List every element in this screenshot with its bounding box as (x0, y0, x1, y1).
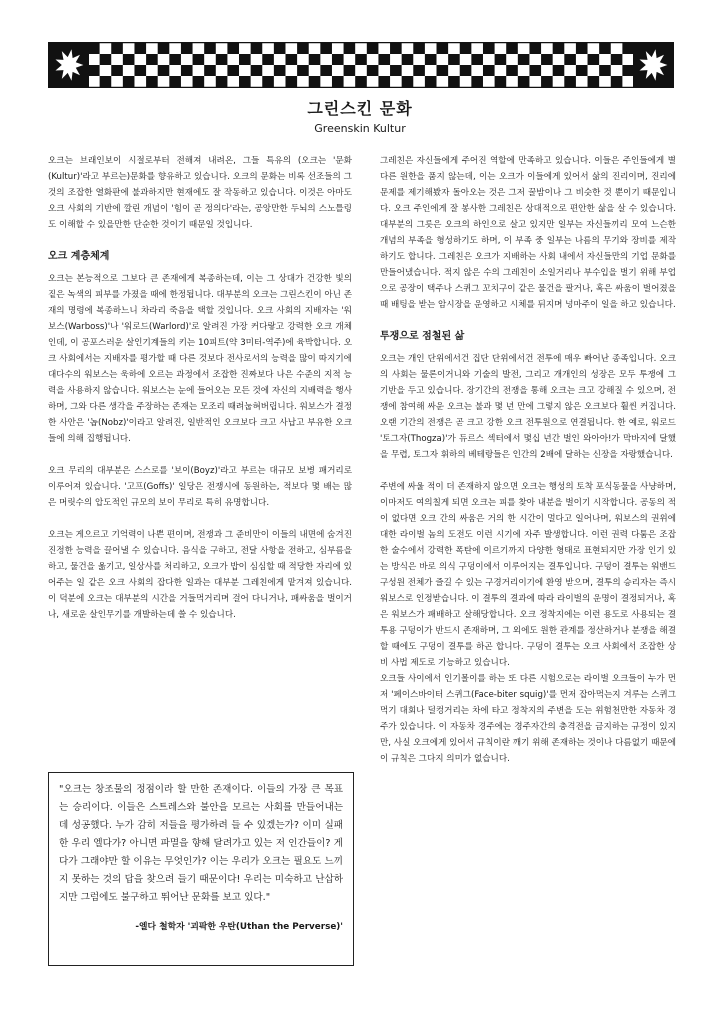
struggle-paragraph-2: 주변에 싸울 적이 더 존재하지 않으면 오크는 행성의 토착 포식동물을 사냥하며, 이마저도 여의칠게 되면 오크는 피를 찾아 내분을 벌이기 시작합니다. 공동의 적이 없다면 오크 간의 싸움은 거의 한 시간이 멀다고 일어나며, 워보스의 권위에 대한 라이벌 놈의 도전도 이런 시기에 자주 발생합니다. 이런 권력 다툼은 조잡한 술수에서 강력한 폭탄에 이르기까지 다양한 형태로 표현되지만 가장 인기 있는 방식은 바로 의식 구덩이에서 이루어지는 결투입니다. 구덩이 결투는 워밴드 구성원 전체가 즐길 수 있는 구경거리이기에 환영 받으며, 결투의 승리자는 즉시 워보스로 인정받습니다. 이 결투의 결과에 따라 라이벌의 운명이 결정되거나, 혹은 워보스가 패배하고 살해당합니다. 오크 정착지에는 이런 용도로 사용되는 결투용 구덩이가 반드시 존재하며, 그 외에도 원한 관계를 정산하거나 분쟁을 해결할 때에도 구덩이 결투를 하곤 합니다. 구덩이 결투는 오크 사회에서 조잡한 상비 사법 제도로 기능하고 있습니다. (380, 482, 676, 668)
page-title: 그린스킨 문화 (307, 99, 413, 118)
gretchin-paragraph: 그레친은 자신들에게 주어진 역할에 만족하고 있습니다. 이들은 주인들에게 별다른 원한을 품지 않는데, 이는 오크가 이들에게 있어서 삶의 진리이며, 진리에 문제를 제기해봤자 돌아오는 것은 그저 꿀밤이나 그 비슷한 것 뿐이기 때문입니다. 오크 주인에게 잘 봉사한 그레친은 상대적으로 편안한 삶을 살 수 있습니다. 대부분의 그릇은 오크의 하인으로 살고 있지만 일부는 자신들끼리 모여 느슨한 개념의 부족을 형성하기도 하며, 이 부족 중 일부는 나름의 무기와 장비를 제작하기도 합니다. 그레친은 오크가 지배하는 사회 내에서 자신들만의 기업 문화를 만들어냈습니다. 적지 않은 수의 그레친이 소일거리나 부수입을 벌기 위해 부업으로 공장이 택주나 스퀴그 꼬치구이 같은 물건을 팔거나, 혹은 싸움이 벌어졌을 때 배팅을 받는 암시장을 운영하고 시체를 뒤지며 넝마주이 일을 하고 있습니다. (380, 156, 676, 310)
page-subtitle: Greenskin Kultur (314, 122, 406, 135)
right-column (380, 153, 676, 767)
intro-paragraph: 오크는 브래인보이 시절로부터 전해져 내려온, 그들 특유의 (오크는 '문화(Kultur)'라고 부르는)문화를 향유하고 있습니다. 오크의 문화는 비록 선조들의 그것의 조잡한 열화판에 불과하지만 현재에도 잘 작동하고 있습니다. 이것은 아마도 오크 사회의 기반에 깔린 개념이 '힘이 곧 정의다'라는, 공앙만한 두뇌의 스노틀링도 이해할 수 있을만한 단순한 것이기 때문일 것입니다. (48, 156, 352, 230)
hierarchy-paragraph-2: 오크 무리의 대부분은 스스로를 '보이(Boyz)'라고 부르는 대규모 보병 패거리로 이루어져 있습니다. '고프(Goffs)' 일당은 전쟁시에 동원하는, 적보다 몇 배는 많은 머릿수의 압도적인 규모의 보이 무리로 특히 유명합니다. (48, 466, 352, 508)
checker-banner-graphic (48, 42, 674, 88)
quote-text: "오크는 창조물의 정점이라 할 만한 존재이다. 이들의 가장 큰 목표는 승리이다. 이들은 스트레스와 불안을 모르는 사회를 만들어내는 데 성공했다. 누가 감히 저들을 평가하려 들 수 있겠는가? 이미 실패한 우리 엘다가? 아니면 파멸을 향해 달려가고 있는 저 인간들이? 게다가 그래야만 할 이유는 무엇인가? 이는 우리가 오크는 필요도 느끼지 못하는 것의 답을 찾으려 들기 때문이다! 우리는 미숙하고 난삽하지만 그럼에도 불구하고 뛰어난 문화를 보고 있다." (59, 784, 343, 903)
struggle-paragraph-3: 오크들 사이에서 인기몰이를 하는 또 다른 시험으로는 라이벌 오크들이 누가 먼저 '페이스바이터 스퀴그(Face-biter squig)'를 먼저 잡아먹는지 겨루는 스퀴그 먹기 대회나 덜컹거리는 차에 타고 정착지의 주변을 도는 위험천만한 자동차 경주가 있습니다. 이 자동차 경주에는 경주자간의 충격전을 금지하는 규정이 있지만, 사실 오크에게 있어서 규칙이란 깨기 위해 존재하는 것이나 다름없기 때문에 이 규칙은 그다지 의미가 없습니다. (380, 674, 676, 764)
hierarchy-paragraph-1: 오크는 본능적으로 그보다 큰 존재에게 복종하는데, 이는 그 상대가 건강한 빛의 짙은 녹색의 피부를 가졌을 때에 한정됩니다. 대부분의 오크는 그린스킨이 아닌 존재의 명령에 복종하느니 차라리 죽음을 택할 것입니다. 오크 사회의 지배자는 '워보스(Warboss)'나 '워로드(Warlord)'로 알려진 가장 커다랗고 강력한 오크 개체인데, 이 공포스러운 살인기계들의 키는 10피트(약 3미터-역주)에 육박합니다. 오크 사회에서는 지배자를 평가할 때 다른 것보다 전사로서의 능력을 많이 따지기에 대다수의 워보스는 욱하에 오르는 과정에서 조잡한 진짜보다 나은 수준의 지적 능력을 사용하지 않습니다. 워보스는 눈에 들어오는 모든 것에 자신의 지배력을 행사하며, 그와 다른 생각을 주장하는 존재는 모조리 때려눕혀버립니다. 워보스가 결정한 사안은 '놉(Nobz)'이라고 알려진, 일반적인 오크보다 크고 사납고 부유한 오크들에 의해 집행됩니다. (48, 274, 353, 444)
section-heading-hierarchy: 오크 계층체계 (48, 251, 110, 262)
struggle-paragraph-1: 오크는 개인 단위에서건 집단 단위에서건 전투에 매우 빠어난 종족입니다. 오크의 사회는 물론이거니와 기술의 발전, 그리고 개개인의 성장은 모두 투쟁에 그 기반을 두고 있습니다. 장기간의 전쟁을 통해 오크는 크고 강해질 수 있으며, 전쟁에 참여해 싸운 오크는 불과 몇 년 만에 그렇지 않은 오크보다 훨씬 커집니다. 오랜 기간의 전쟁은 곧 크고 강한 오크 전투원으로 연결됩니다. 한 예로, 워로드 '토그자(Thogza)'가 듀르스 섹터에서 몇십 년간 벌인 와아아!가 막바지에 달했을 무렵, 토그자 휘하의 베테랑들은 인간의 2배에 달하는 신장을 자랑했습니다. (380, 354, 676, 460)
quote-attribution: -엘다 철학자 '괴팍한 우탄(Uthan the Perverse)' (135, 922, 343, 932)
left-column (48, 153, 352, 623)
hierarchy-paragraph-3: 오크는 게으르고 기억력이 나쁜 편이며, 전쟁과 그 준비만이 이들의 내면에 숨겨진 진정한 능력을 끌어낼 수 있습니다. 음식을 구하고, 전달 사항을 전하고, 심부름을 하고, 물건을 옮기고, 일상사를 처리하고, 오크가 밥이 심심할 때 적당한 자리에 있어주는 일 같은 오크 사회의 잡다한 일과는 대부분 그레친에게 맡겨져 있습니다. 이 덕분에 오크는 대부분의 시간을 거들먹거리며 걸어 다니거나, 패싸움을 벌이거나, 새로운 살인무기를 개발하는데 쓸 수 있습니다. (48, 530, 353, 620)
checker-banner (48, 42, 674, 88)
quote-box (48, 772, 354, 966)
section-heading-struggle: 투쟁으로 점철된 삶 (380, 331, 465, 342)
